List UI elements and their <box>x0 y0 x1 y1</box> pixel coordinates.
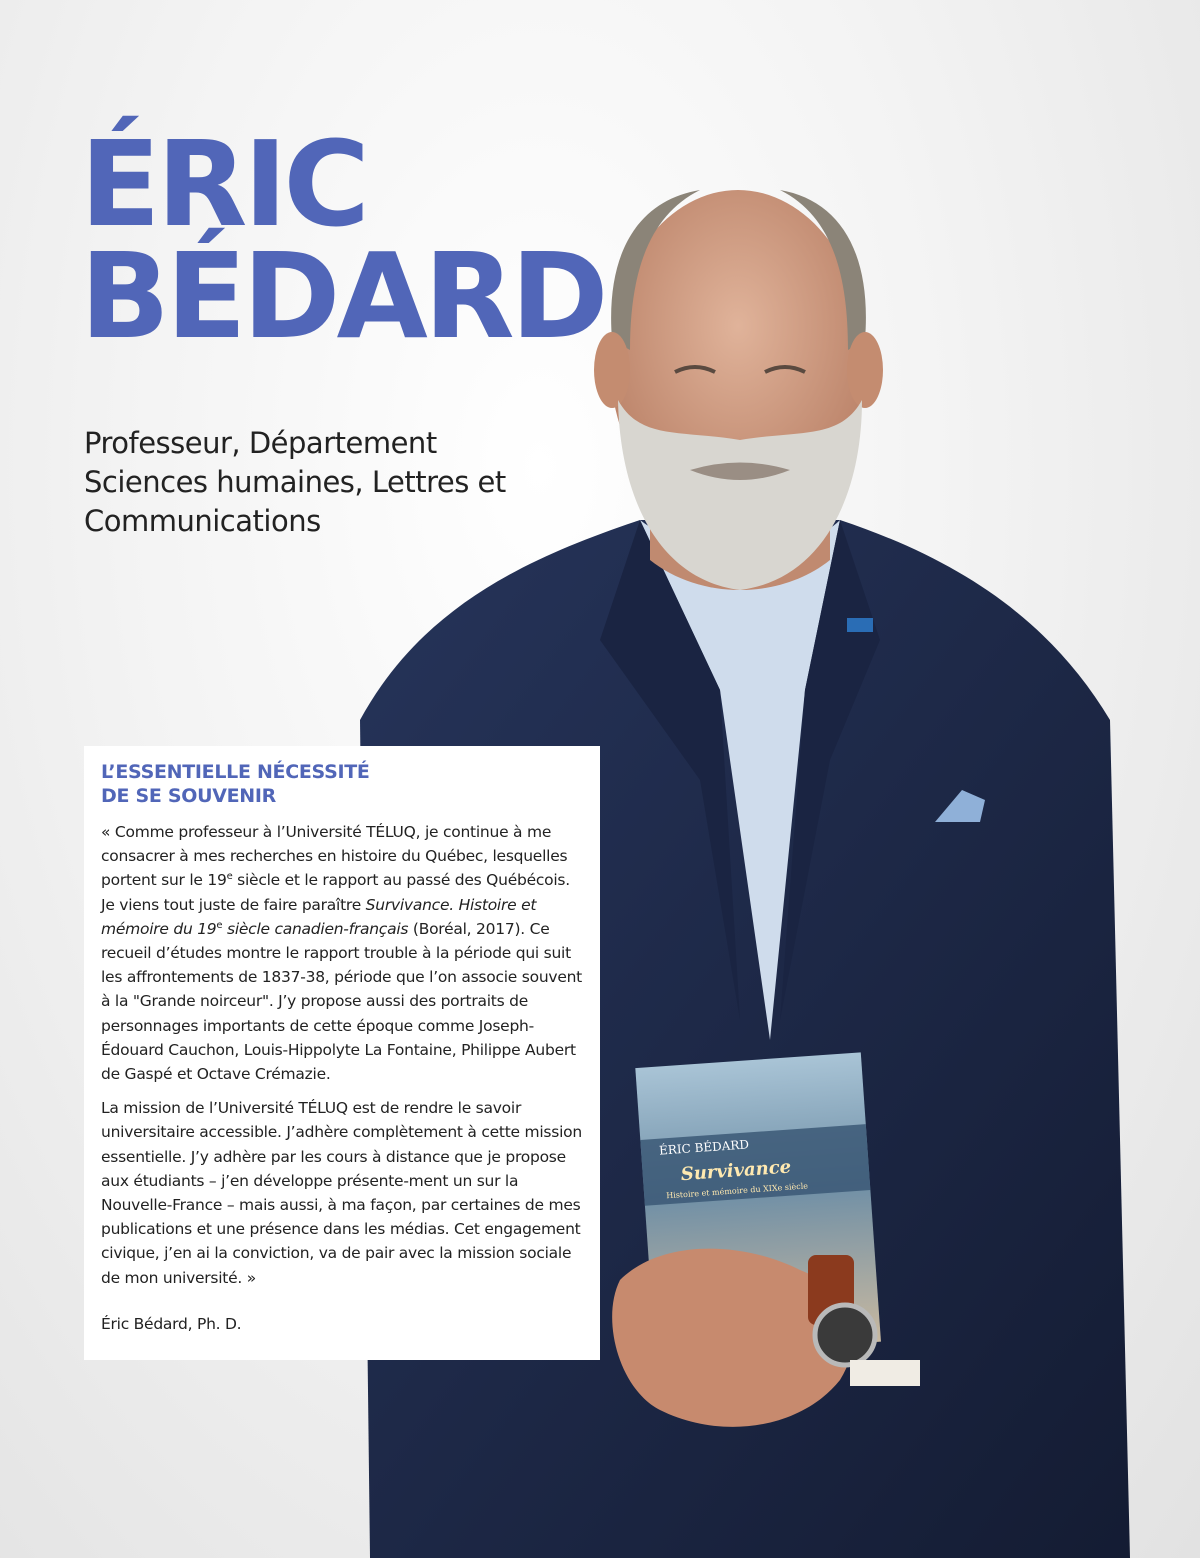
name-line-2: BÉDARD <box>80 227 605 365</box>
p1-sup-2: e <box>216 919 223 931</box>
svg-text:ÉRIC BÉDARD: ÉRIC BÉDARD <box>658 1137 750 1158</box>
job-title <box>84 424 506 541</box>
watch-face <box>815 1305 875 1365</box>
name-line-1: ÉRIC <box>80 115 366 253</box>
quote-paragraph-2: La mission de l’Université TÉLUQ est de rendre le savoir universitaire accessible. J’adhère complètement à cette mission essentielle. J’y adhère par les cours à distance que je propose aux étudiants – j’en développe présente-ment un sur la Nouvelle-France – mais aussi, à ma façon, par certaines de mes publications et une présence dans les médias. Cet engagement civique, j’en ai la conviction, va de pair avec la mission sociale de mon université. » <box>101 1099 582 1287</box>
p1-text-a: « Comme professeur à l’Université TÉLUQ, je continue à me consacrer à mes recherches en histoire du Québec, lesquelles portent sur le 19 <box>101 823 568 890</box>
p1-sup-1: e <box>226 871 233 883</box>
book-title-italic-2: siècle canadien-français <box>222 919 409 938</box>
job-title-line-3: Communications <box>84 504 321 538</box>
quote-card <box>84 746 600 1360</box>
book-title-italic-1: Survivance. Histoire et mémoire du 19 <box>101 895 537 938</box>
svg-text:Survivance: Survivance <box>680 1156 792 1186</box>
signature: Éric Bédard, Ph. D. <box>101 1314 242 1333</box>
quote-card-title <box>101 760 582 808</box>
person-name <box>80 115 605 365</box>
p1-text-b: siècle et le rapport au passé des Québécois. Je viens tout juste de faire paraître <box>101 871 570 914</box>
svg-text:Histoire et mémoire du XIXe si: Histoire et mémoire du XIXe siècle <box>665 1181 809 1201</box>
quote-paragraph-1 <box>101 820 582 1086</box>
quote-card-title-line-2: DE SE SOUVENIR <box>101 785 276 807</box>
quote-card-title-line-1: L’ESSENTIELLE NÉCESSITÉ <box>101 761 370 783</box>
job-title-line-2: Sciences humaines, Lettres et <box>84 465 506 499</box>
p1-text-c: (Boréal, 2017). Ce recueil d’études montre le rapport trouble à la période qui suit les affrontements de 1837-38, période que l’on associe souvent à la "Grande noirceur". J’y propose aussi des portraits de personnages importants de cette époque comme Joseph-Édouard Cauchon, Louis-Hippolyte La Fontaine, Philippe Aubert de Gaspé et Octave Crémazie. <box>101 919 583 1084</box>
lapel-pin <box>847 618 873 632</box>
job-title-line-1: Professeur, Département <box>84 426 437 460</box>
